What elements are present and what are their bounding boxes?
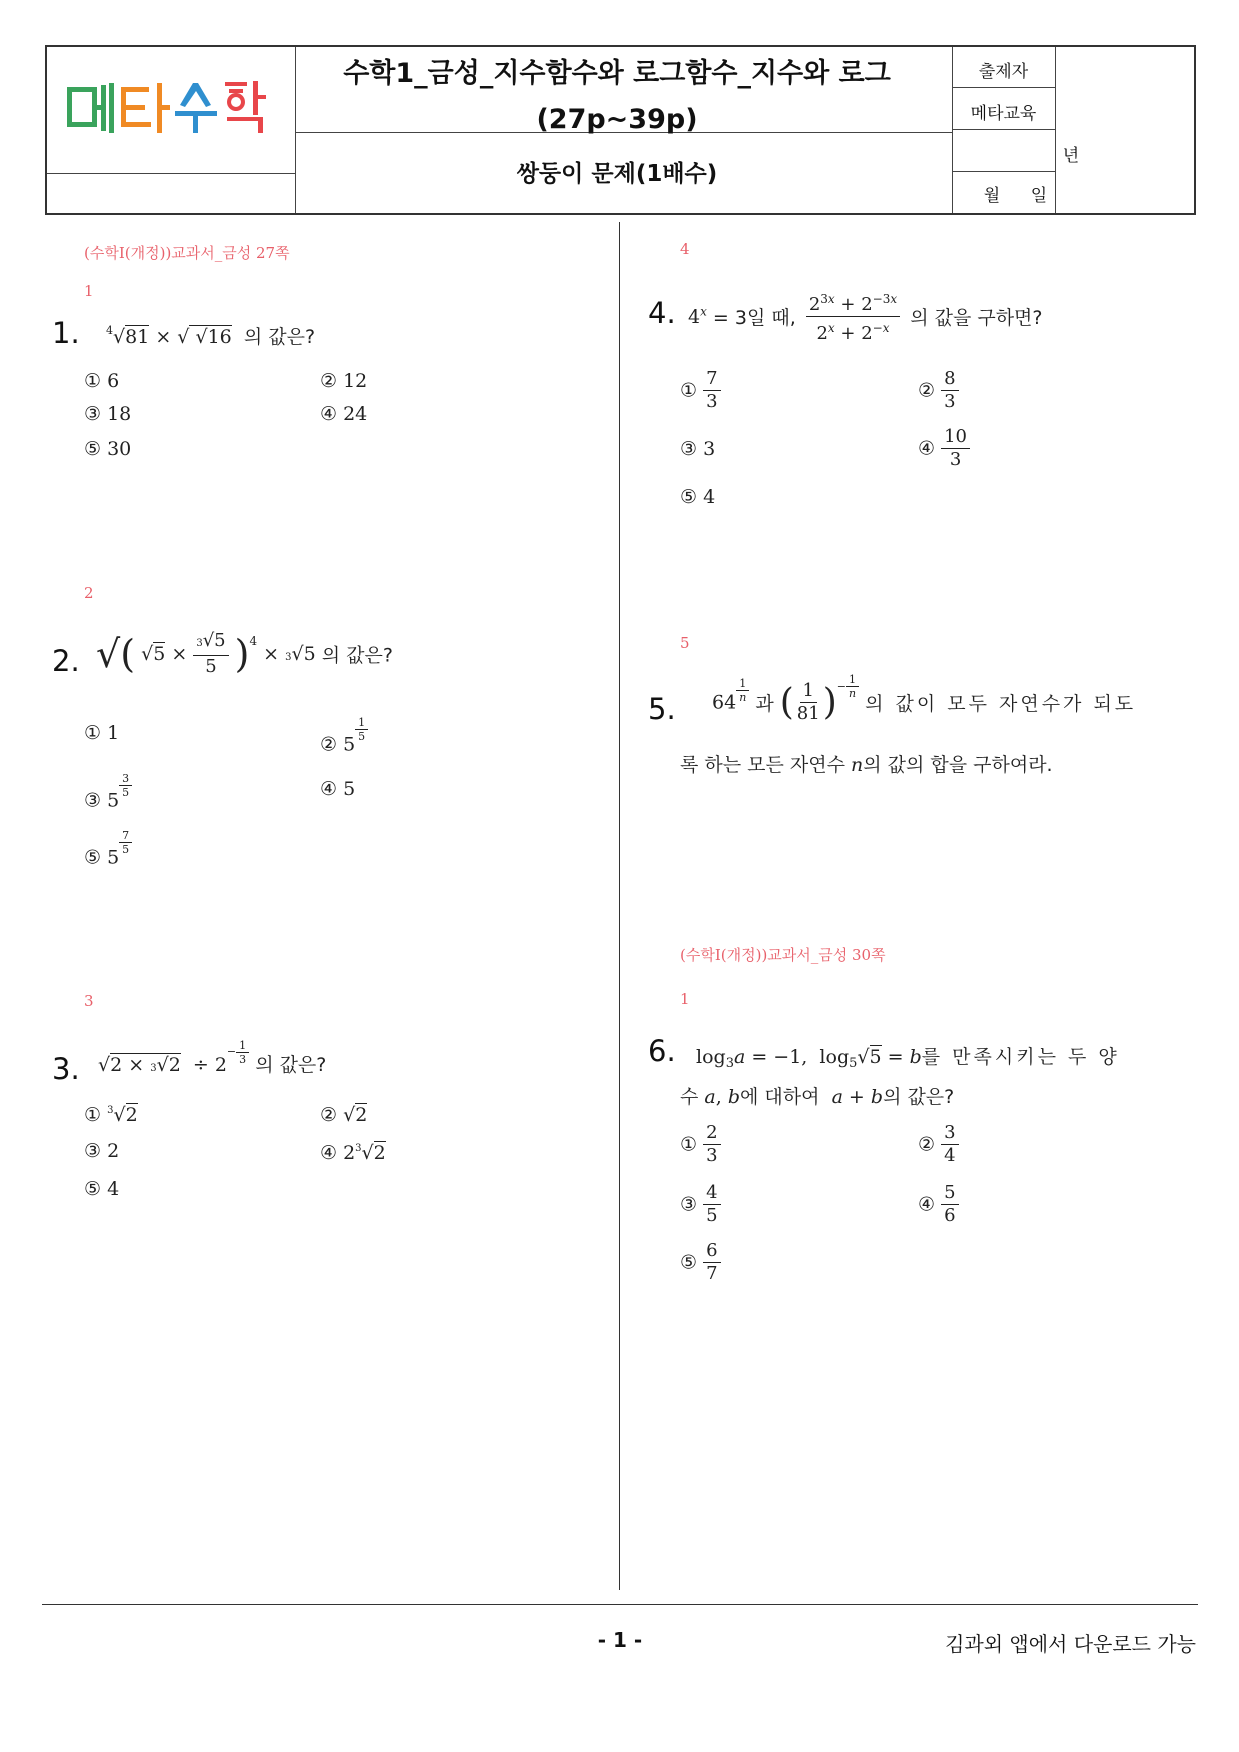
download-note: 김과외 앱에서 다운로드 가능 [945, 1632, 1196, 1656]
q3-option-3[interactable]: ③ 2 [84, 1140, 120, 1162]
q1-expression: $^4$√81 × √ √16 의 값은? [106, 324, 316, 348]
q1-text: 의 값은? [243, 326, 316, 348]
author-label: 출제자 [978, 62, 1029, 82]
q2-text: 의 값은? [321, 644, 393, 667]
document-title: 수학1_금성_지수함수와 로그함수_지수와 로그 (27p~39p) [343, 58, 891, 135]
q5-small-number: 5 [680, 634, 690, 652]
q4-option-5[interactable]: ⑤ 4 [680, 486, 716, 508]
month-label: 월 [983, 186, 1001, 206]
footer-line [42, 1604, 1198, 1605]
page-number: - 1 - [597, 1628, 643, 1652]
q6-number: 6. [648, 1034, 676, 1068]
q5-expression: 64 $\frac{1}{n}$ 과 ( $\frac{1}{81}$ )$^{- \frac{1}{n}}$ 의 값이 모두 자연수가 되도 [712, 673, 1137, 724]
q1-option-3[interactable]: ③ 18 [84, 403, 132, 425]
q2-option-2[interactable]: ② 5 $\frac{1}{5}$ [320, 732, 368, 759]
q6-text-line2: 수 a, b에 대하여 a + b의 값은? [680, 1086, 955, 1108]
q1-small-number: 1 [84, 282, 94, 300]
q1-option-4[interactable]: ④ 24 [320, 403, 368, 425]
q2-small-number: 2 [84, 584, 94, 602]
day-label: 일 [1030, 186, 1048, 206]
q4-option-3[interactable]: ③ 3 [680, 438, 716, 460]
q2-option-3[interactable]: ③ 5 $\frac{3}{5}$ [84, 788, 132, 815]
q4-number: 4. [648, 296, 676, 330]
q3-number: 3. [52, 1052, 80, 1086]
q3-expression: $√2 \times 3√2 \div 2^{- \frac{1}{3}}$ 의 값은? [98, 1038, 327, 1076]
q3-option-1[interactable]: ① $^3$√2 [84, 1104, 138, 1126]
q4-option-4[interactable]: ④ $\frac{10}{3}$ [918, 426, 970, 471]
q2-option-4[interactable]: ④ 5 [320, 778, 356, 800]
q5-text-line2: 록 하는 모든 자연수 n의 값의 합을 구하여라. [680, 754, 1053, 776]
meta-math-logo [65, 77, 275, 137]
q6-expression: $\log_3a = -1$, $\log_5√5 = b$를 만족시키는 두 양 [696, 1046, 1120, 1071]
q1-option-2[interactable]: ② 12 [320, 370, 368, 392]
q2-option-1[interactable]: ① 1 [84, 722, 120, 744]
q4-option-2[interactable]: ② $\frac{8}{3}$ [918, 368, 959, 413]
source-label-27: (수학I(개정))교과서_금성 27쪽 [84, 244, 290, 262]
q3-small-number: 3 [84, 992, 94, 1010]
q5-number: 5. [648, 692, 676, 726]
q1-option-5[interactable]: ⑤ 30 [84, 438, 132, 460]
author-value: 메타교육 [970, 104, 1037, 124]
q6-option-1[interactable]: ① $\frac{2}{3}$ [680, 1122, 721, 1167]
q4-small-number: 4 [680, 240, 690, 258]
q3-option-5[interactable]: ⑤ 4 [84, 1178, 120, 1200]
q6-option-4[interactable]: ④ $\frac{5}{6}$ [918, 1182, 959, 1227]
q3-text: 의 값은? [255, 1054, 327, 1076]
q2-option-5[interactable]: ⑤ 5 $\frac{7}{5}$ [84, 845, 132, 872]
q2-expression: √( √5 × $\frac{3√5}{5}$ )$^4$ × 3√5 의 값은? [96, 630, 393, 677]
column-divider [619, 222, 620, 1590]
q6-option-5[interactable]: ⑤ $\frac{6}{7}$ [680, 1240, 721, 1285]
header-table [45, 45, 1196, 215]
q6-small-number: 1 [680, 990, 690, 1008]
q2-number: 2. [52, 644, 80, 678]
q1-number: 1. [52, 316, 80, 350]
source-label-30: (수학I(개정))교과서_금성 30쪽 [680, 946, 886, 964]
q3-option-4[interactable]: ④ $2^3√2$ [320, 1142, 386, 1164]
q4-option-1[interactable]: ① $\frac{7}{3}$ [680, 368, 721, 413]
q6-option-2[interactable]: ② $\frac{3}{4}$ [918, 1122, 959, 1167]
document-subtitle: 쌍둥이 문제(1배수) [516, 161, 718, 187]
q1-option-1[interactable]: ① 6 [84, 370, 120, 392]
year-label: 년 [1062, 146, 1080, 166]
q3-option-2[interactable]: ② √2 [320, 1104, 368, 1126]
q6-option-3[interactable]: ③ $\frac{4}{5}$ [680, 1182, 721, 1227]
q4-expression: 4$^x$ = 3일 때, $\frac{2^{3x} + 2^{-3x}}{2^x + 2^{-x}}$ 의 값을 구하면? [688, 288, 1043, 345]
